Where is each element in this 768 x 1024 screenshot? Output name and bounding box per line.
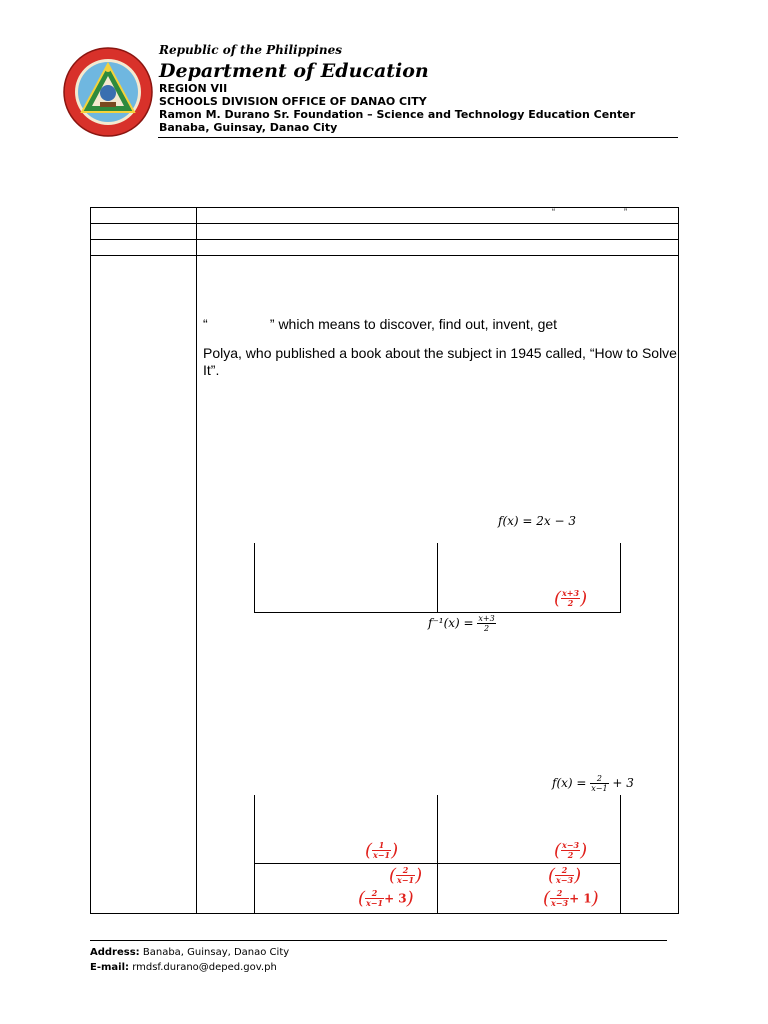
footer-divider <box>90 940 667 941</box>
header-divider <box>158 137 678 138</box>
footer-email-label: E-mail: <box>90 962 130 973</box>
ex1-grid-mid <box>437 543 438 613</box>
table-row-divider <box>90 255 679 256</box>
polya-paragraph: Polya, who published a book about the subject in 1945 called, “How to Solve It”. <box>203 345 677 378</box>
ex2-grid-right <box>620 795 621 913</box>
ex2-grid-left <box>254 795 255 913</box>
ex2-right-step2: ( $\frac{2}{x-3}$ ) <box>548 865 582 886</box>
ex1-grid-right <box>620 543 621 613</box>
ex2-right-step3: ( $\frac{2}{x-3}$ + 1) <box>543 888 599 909</box>
table-border-left <box>90 207 91 914</box>
quote-open-mark: “ <box>552 207 555 217</box>
ex2-left-step3: ( $\frac{2}{x-1}$ + 3) <box>358 888 414 909</box>
table-border-right <box>678 207 679 914</box>
table-row-divider <box>90 223 679 224</box>
footer-address-label: Address: <box>90 947 140 958</box>
ex2-left-step2: ( $\frac{2}{x-1}$ ) <box>389 865 423 886</box>
example1-function: f(x) = 2x − 3 <box>498 514 576 528</box>
table-column-divider <box>196 207 197 914</box>
school-name: Ramon M. Durano Sr. Foundation – Science and Technology Education Center <box>159 108 636 121</box>
ex1-answer-cell: ( $\frac{x+3}{2}$ ) <box>554 588 588 609</box>
ex2-right-step1: ( $\frac{x-3}{2}$ ) <box>554 840 588 861</box>
republic-title: Republic of the Philippines <box>159 43 343 57</box>
department-title: Department of Education <box>159 60 429 82</box>
region-label: REGION VII <box>159 82 228 95</box>
ex2-grid-mid <box>437 795 438 913</box>
deped-seal-icon <box>62 46 154 138</box>
footer-address <box>90 947 289 958</box>
ex1-grid-left <box>254 543 255 613</box>
school-location: Banaba, Guinsay, Danao City <box>159 121 338 134</box>
table-border-top <box>90 207 679 208</box>
table-border-bottom <box>90 913 679 914</box>
ex1-grid-bottom <box>254 612 621 613</box>
quote-close-mark: ” <box>624 207 627 217</box>
example1-inverse: f⁻¹(x) = $\frac{x+3}{2}$ <box>428 614 495 633</box>
footer-email-value: rmdsf.durano@deped.gov.ph <box>129 962 277 973</box>
ex2-left-step1: ( $\frac{1}{x-1}$ ) <box>365 840 399 861</box>
footer-address-value: Banaba, Guinsay, Danao City <box>139 947 290 958</box>
footer-email <box>90 962 277 973</box>
division-label: SCHOOLS DIVISION OFFICE OF DANAO CITY <box>159 95 427 108</box>
ex2-grid-row <box>254 863 621 864</box>
example2-function: f(x) = $\frac{2}{x-1}$ + 3 <box>552 774 634 793</box>
heuristic-meaning-text: “ ” which means to discover, find out, invent, get <box>203 316 558 332</box>
table-row-divider <box>90 239 679 240</box>
